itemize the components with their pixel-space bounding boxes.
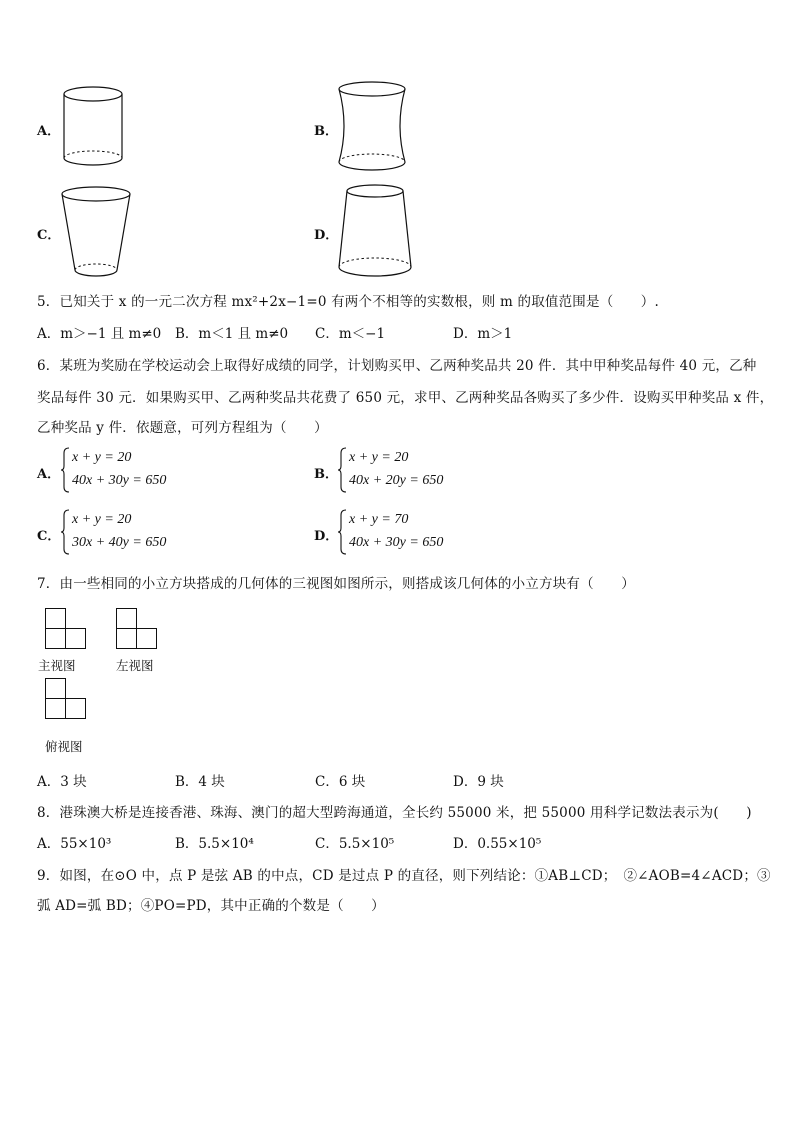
q5-option-b: B．m＜1 且 m≠0 (175, 326, 289, 342)
q6-option-c-label: C． (37, 529, 61, 544)
q6-option-c-system (72, 508, 166, 554)
q4-option-d-label: D． (314, 228, 339, 243)
q7-option-a: A．3 块 (37, 774, 87, 790)
q4-option-c-label: C． (37, 228, 61, 243)
q6-option-a-system (72, 446, 166, 492)
q5-option-d: D．m＞1 (453, 326, 513, 342)
q6-option-a-label: A． (37, 467, 61, 482)
brace-icon (60, 509, 70, 555)
q6-option-b-system (349, 446, 443, 492)
q8-option-a: A．55×10³ (37, 836, 112, 852)
frustum-narrow-top-figure (333, 182, 419, 282)
frustum-narrow-bottom-figure (58, 184, 138, 282)
cylinder-figure (58, 84, 128, 169)
question-9-line-1: 9．如图，在⊙O 中，点 P 是弦 AB 的中点，CD 是过点 P 的直径，则下列结论：①AB⊥CD； ②∠AOB=4∠ACD；③ (37, 868, 771, 884)
q6-option-d-label: D． (314, 529, 339, 544)
q5-option-c: C．m＜−1 (315, 326, 386, 342)
left-view-figure (116, 608, 158, 650)
brace-icon (337, 447, 347, 493)
question-5-text: 5．已知关于 x 的一元二次方程 mx²+2x−1=0 有两个不相等的实数根，则 m 的取值范围是（ ）. (37, 294, 659, 310)
q4-option-b-label: B． (314, 124, 338, 139)
q6-option-d-eq1: x + y = 70 (349, 512, 409, 527)
brace-icon (337, 509, 347, 555)
question-6-line-3: 乙种奖品 y 件．依题意，可列方程组为（ ） (37, 420, 328, 436)
q8-option-b: B．5.5×10⁴ (175, 836, 254, 852)
q6-option-d-eq2: 40x + 30y = 650 (349, 535, 444, 550)
q6-option-c-eq2: 30x + 40y = 650 (72, 535, 167, 550)
q8-option-c: C．5.5×10⁵ (315, 836, 395, 852)
q6-option-b-eq1: x + y = 20 (349, 450, 409, 465)
q8-option-d: D．0.55×10⁵ (453, 836, 542, 852)
top-view-figure (45, 678, 87, 720)
q5-option-a: A．m＞−1 且 m≠0 (37, 326, 162, 342)
question-6-line-2: 奖品每件 30 元．如果购买甲、乙两种奖品共花费了 650 元，求甲、乙两种奖品各购买了多少件．设购买甲种奖品 x 件， (37, 390, 774, 406)
q4-option-a-label: A． (37, 124, 61, 139)
q6-option-b-eq2: 40x + 20y = 650 (349, 473, 444, 488)
q6-option-d-system (349, 508, 443, 554)
front-view-figure (45, 608, 87, 650)
top-view-caption: 俯视图 (45, 739, 83, 754)
q7-option-b: B．4 块 (175, 774, 225, 790)
front-view-caption: 主视图 (38, 658, 76, 673)
q7-option-d: D．9 块 (453, 774, 504, 790)
brace-icon (60, 447, 70, 493)
concave-cylinder-figure (333, 80, 413, 172)
question-9-line-2: 弧 AD=弧 BD；④PO=PD，其中正确的个数是（ ） (37, 898, 385, 914)
question-8-text: 8．港珠澳大桥是连接香港、珠海、澳门的超大型跨海通道，全长约 55000 米，把 55000 用科学记数法表示为( ) (37, 805, 752, 821)
q6-option-a-eq2: 40x + 30y = 650 (72, 473, 167, 488)
q6-option-b-label: B． (314, 467, 338, 482)
left-view-caption: 左视图 (116, 658, 154, 673)
q7-option-c: C．6 块 (315, 774, 366, 790)
question-6-line-1: 6．某班为奖励在学校运动会上取得好成绩的同学，计划购买甲、乙两种奖品共 20 件．其中甲种奖品每件 40 元，乙种 (37, 358, 757, 374)
question-7-text: 7．由一些相同的小立方块搭成的几何体的三视图如图所示，则搭成该几何体的小立方块有（ ） (37, 576, 635, 592)
q6-option-c-eq1: x + y = 20 (72, 512, 132, 527)
q6-option-a-eq1: x + y = 20 (72, 450, 132, 465)
